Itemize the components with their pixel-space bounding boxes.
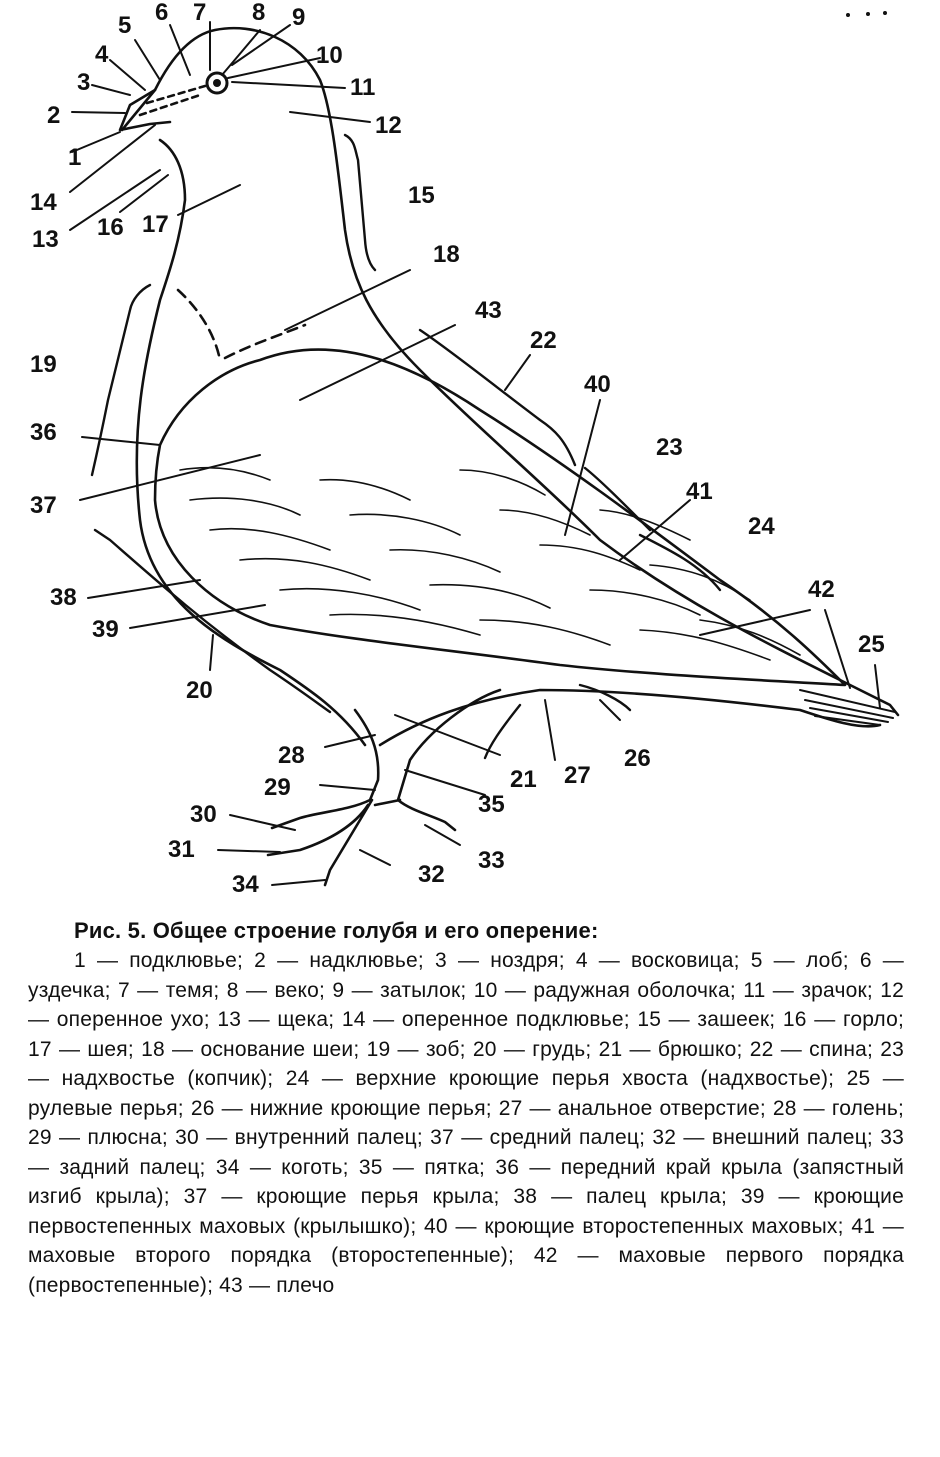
callout-label: 43 <box>475 297 502 324</box>
callout-label: 3 <box>77 69 91 96</box>
callout-label: 13 <box>32 226 59 253</box>
callout-label: 26 <box>624 745 651 772</box>
callout-label: 6 <box>155 0 169 26</box>
callout-label: 22 <box>530 327 557 354</box>
callout-label: 39 <box>92 616 119 643</box>
callout-label: 17 <box>142 211 169 238</box>
callout-label: 23 <box>656 434 683 461</box>
label-brackets <box>92 135 720 758</box>
bird-belly-outline <box>380 690 880 745</box>
callout-label: 24 <box>748 513 775 540</box>
callout-label: 27 <box>564 762 591 789</box>
callout-label: 33 <box>478 847 505 874</box>
callout-label: 42 <box>808 576 835 603</box>
bird-wing-outline <box>155 350 845 685</box>
callout-label: 4 <box>95 41 109 68</box>
bird-eye-cere-dashed <box>140 86 205 115</box>
callout-label: 14 <box>30 189 57 216</box>
bird-pupil <box>213 79 221 87</box>
callout-label: 40 <box>584 371 611 398</box>
bird-neck-dashed-line <box>178 290 305 360</box>
callout-label: 20 <box>186 677 213 704</box>
callout-label: 30 <box>190 801 217 828</box>
callout-label: 25 <box>858 631 885 658</box>
figure-caption <box>28 918 904 1300</box>
callout-label: 12 <box>375 112 402 139</box>
callout-label: 2 <box>47 102 61 129</box>
callout-label: 41 <box>686 478 713 505</box>
callout-label: 31 <box>168 836 195 863</box>
scan-specks <box>846 11 887 17</box>
callout-label: 7 <box>193 0 207 26</box>
callout-label: 11 <box>350 74 376 101</box>
callout-label: 35 <box>478 791 505 818</box>
callout-label: 34 <box>232 871 259 898</box>
label-leader-lines <box>70 22 880 885</box>
callout-label: 16 <box>97 214 124 241</box>
callout-label: 28 <box>278 742 305 769</box>
callout-label: 9 <box>292 4 306 31</box>
callout-label: 18 <box>433 241 460 268</box>
callout-label: 15 <box>408 182 435 209</box>
callout-label: 32 <box>418 861 445 888</box>
callout-label: 10 <box>316 42 343 69</box>
callout-label: 29 <box>264 774 291 801</box>
callout-label: 8 <box>252 0 266 26</box>
caption-body: 1 — подклювье; 2 — надклювье; 3 — ноздря; 4 — восковица; 5 — лоб; 6 — уздечка; 7 — темя; 8 — веко; 9 — затылок; 10 — радужная оболочка; 11 — зрачок; 12 — оперенное ухо; 13 — щека; 14 — оперенное подклювье; 15 — зашеек; 16 — горло; 17 — шея; 18 — основание шеи; 19 — зоб; 20 — грудь; 21 — брюшко; 22 — спина; 23 — надхвостье (копчик); 24 — верхние кроющие перья хвоста (надхвостье); 25 — рулевые перья; 26 — нижние кроющие перья; 27 — анальное отверстие; 28 — голень; 29 — плюсна; 30 — внутренний палец; 37 — средний палец; 32 — внешний палец; 33 — задний палец; 34 — коготь; 35 — пятка; 36 — передний край крыла (запястный изгиб крыла); 37 — кроющие перья крыла; 38 — палец крыла; 39 — кроющие первостепенных маховых (крылышко); 40 — кроющие второстепенных маховых; 41 — маховые второго порядка (второстепенные); 42 — маховые первого порядка (первостепенные); 43 — плечо <box>28 949 904 1297</box>
callout-label: 21 <box>510 766 537 793</box>
bird-throat-chest-outline <box>137 140 365 745</box>
callout-label: 1 <box>68 144 82 171</box>
callout-label: 19 <box>30 351 57 378</box>
callout-label: 5 <box>118 12 132 39</box>
caption-title: Рис. 5. Общее строение голубя и его оперение: <box>74 918 599 943</box>
callout-label: 37 <box>30 492 57 519</box>
callout-label: 38 <box>50 584 77 611</box>
callout-label: 36 <box>30 419 57 446</box>
